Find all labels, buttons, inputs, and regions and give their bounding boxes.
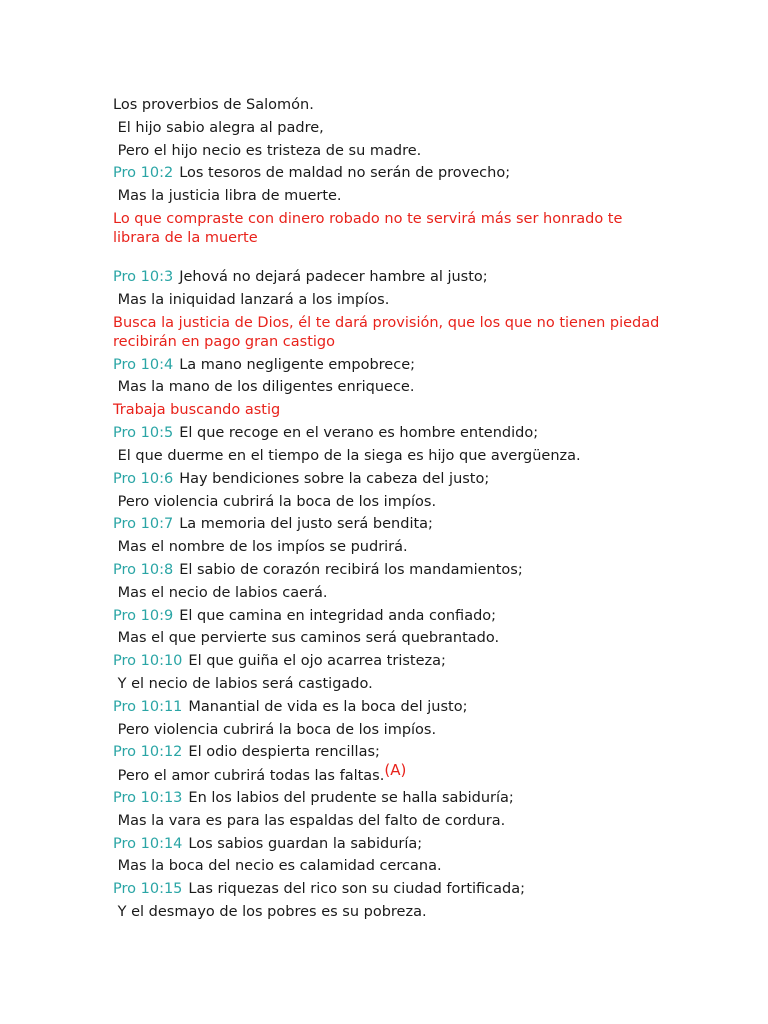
verse-line bbox=[113, 266, 673, 289]
verse-text: Jehová no dejará padecer hambre al justo; bbox=[179, 268, 488, 285]
text-line bbox=[113, 810, 673, 833]
verse-line bbox=[113, 605, 673, 628]
verse-reference-link[interactable]: Pro 10:6 bbox=[113, 470, 174, 487]
verse-reference-link[interactable]: Pro 10:15 bbox=[113, 881, 183, 898]
verse-reference-link[interactable]: Pro 10:7 bbox=[113, 516, 174, 533]
verse-text: En los labios del prudente se halla sabiduría; bbox=[188, 789, 514, 806]
blank-gap bbox=[113, 250, 673, 266]
verse-line bbox=[113, 878, 673, 901]
verse-line bbox=[113, 696, 673, 719]
verse-line bbox=[113, 422, 673, 445]
verse-line bbox=[113, 513, 673, 536]
document-body bbox=[113, 94, 673, 924]
verse-line bbox=[113, 650, 673, 673]
verse-text: Los sabios guardan la sabiduría; bbox=[188, 835, 423, 852]
verse-reference-link[interactable]: Pro 10:9 bbox=[113, 607, 174, 624]
text-line bbox=[113, 491, 673, 514]
text-line bbox=[113, 94, 673, 117]
verse-line bbox=[113, 787, 673, 810]
verse-text: El que duerme en el tiempo de la siega es hijo que avergüenza. bbox=[113, 447, 581, 464]
verse-reference-link[interactable]: Pro 10:14 bbox=[113, 835, 183, 852]
verse-text: Manantial de vida es la boca del justo; bbox=[188, 698, 468, 715]
verse-text: Mas la boca del necio es calamidad cercana. bbox=[113, 858, 442, 875]
verse-text: Pero violencia cubrirá la boca de los impíos. bbox=[113, 493, 437, 510]
verse-text: Hay bendiciones sobre la cabeza del justo; bbox=[179, 470, 490, 487]
commentary-note: Trabaja buscando astig bbox=[113, 402, 281, 419]
text-line bbox=[113, 673, 673, 696]
commentary-note: Busca la justicia de Dios, él te dará provisión, que los que no tienen piedad recibirán en pago gran castigo bbox=[113, 314, 660, 350]
text-line bbox=[113, 536, 673, 559]
footnote-marker-link[interactable]: (A) bbox=[384, 761, 407, 780]
verse-line bbox=[113, 354, 673, 377]
verse-text: La memoria del justo será bendita; bbox=[179, 516, 433, 533]
verse-text: Mas el que pervierte sus caminos será quebrantado. bbox=[113, 630, 500, 647]
verse-text: La mano negligente empobrece; bbox=[179, 356, 416, 373]
verse-reference-link[interactable]: Pro 10:11 bbox=[113, 698, 183, 715]
verse-line bbox=[113, 162, 673, 185]
verse-text: Pero el amor cubrirá todas las faltas. bbox=[113, 768, 385, 785]
verse-line bbox=[113, 833, 673, 856]
verse-line bbox=[113, 559, 673, 582]
text-line bbox=[113, 140, 673, 163]
verse-reference-link[interactable]: Pro 10:8 bbox=[113, 561, 174, 578]
verse-text: Mas la vara es para las espaldas del falto de cordura. bbox=[113, 812, 506, 829]
verse-line bbox=[113, 468, 673, 491]
verse-text: El que guiña el ojo acarrea tristeza; bbox=[188, 653, 446, 670]
verse-text: Y el necio de labios será castigado. bbox=[113, 675, 373, 692]
text-line bbox=[113, 719, 673, 742]
verse-text: Pero el hijo necio es tristeza de su madre. bbox=[113, 142, 422, 159]
verse-text: Mas el nombre de los impíos se pudrirá. bbox=[113, 539, 408, 556]
text-line bbox=[113, 185, 673, 208]
verse-reference-link[interactable]: Pro 10:2 bbox=[113, 165, 174, 182]
verse-reference-link[interactable]: Pro 10:12 bbox=[113, 744, 183, 761]
verse-reference-link[interactable]: Pro 10:13 bbox=[113, 789, 183, 806]
verse-text: Las riquezas del rico son su ciudad fortificada; bbox=[188, 881, 525, 898]
text-line bbox=[113, 117, 673, 140]
verse-reference-link[interactable]: Pro 10:10 bbox=[113, 653, 183, 670]
verse-text: El sabio de corazón recibirá los mandamientos; bbox=[179, 561, 523, 578]
verse-text: Y el desmayo de los pobres es su pobreza. bbox=[113, 903, 427, 920]
verse-text: El que recoge en el verano es hombre entendido; bbox=[179, 425, 539, 442]
verse-text: El hijo sabio alegra al padre, bbox=[113, 119, 324, 136]
verse-reference-link[interactable]: Pro 10:4 bbox=[113, 356, 174, 373]
text-line bbox=[113, 376, 673, 399]
verse-text: El odio despierta rencillas; bbox=[188, 744, 380, 761]
text-line bbox=[113, 627, 673, 650]
verse-text: Mas la justicia libra de muerte. bbox=[113, 188, 342, 205]
verse-reference-link[interactable]: Pro 10:3 bbox=[113, 268, 174, 285]
text-line bbox=[113, 289, 673, 312]
text-line bbox=[113, 582, 673, 605]
text-line bbox=[113, 855, 673, 878]
verse-text: Los proverbios de Salomón. bbox=[113, 97, 314, 113]
verse-text: Mas la iniquidad lanzará a los impíos. bbox=[113, 291, 390, 308]
text-line bbox=[113, 445, 673, 468]
verse-reference-link[interactable]: Pro 10:5 bbox=[113, 425, 174, 442]
text-line bbox=[113, 901, 673, 924]
commentary-note: Lo que compraste con dinero robado no te servirá más ser honrado te librara de la muerte bbox=[113, 210, 623, 246]
verse-text: Pero violencia cubrirá la boca de los impíos. bbox=[113, 721, 437, 738]
verse-text: El que camina en integridad anda confiado; bbox=[179, 607, 497, 624]
verse-text: Mas el necio de labios caerá. bbox=[113, 584, 328, 601]
text-line bbox=[113, 761, 673, 787]
verse-text: Mas la mano de los diligentes enriquece. bbox=[113, 379, 415, 396]
verse-text: Los tesoros de maldad no serán de provecho; bbox=[179, 165, 511, 182]
